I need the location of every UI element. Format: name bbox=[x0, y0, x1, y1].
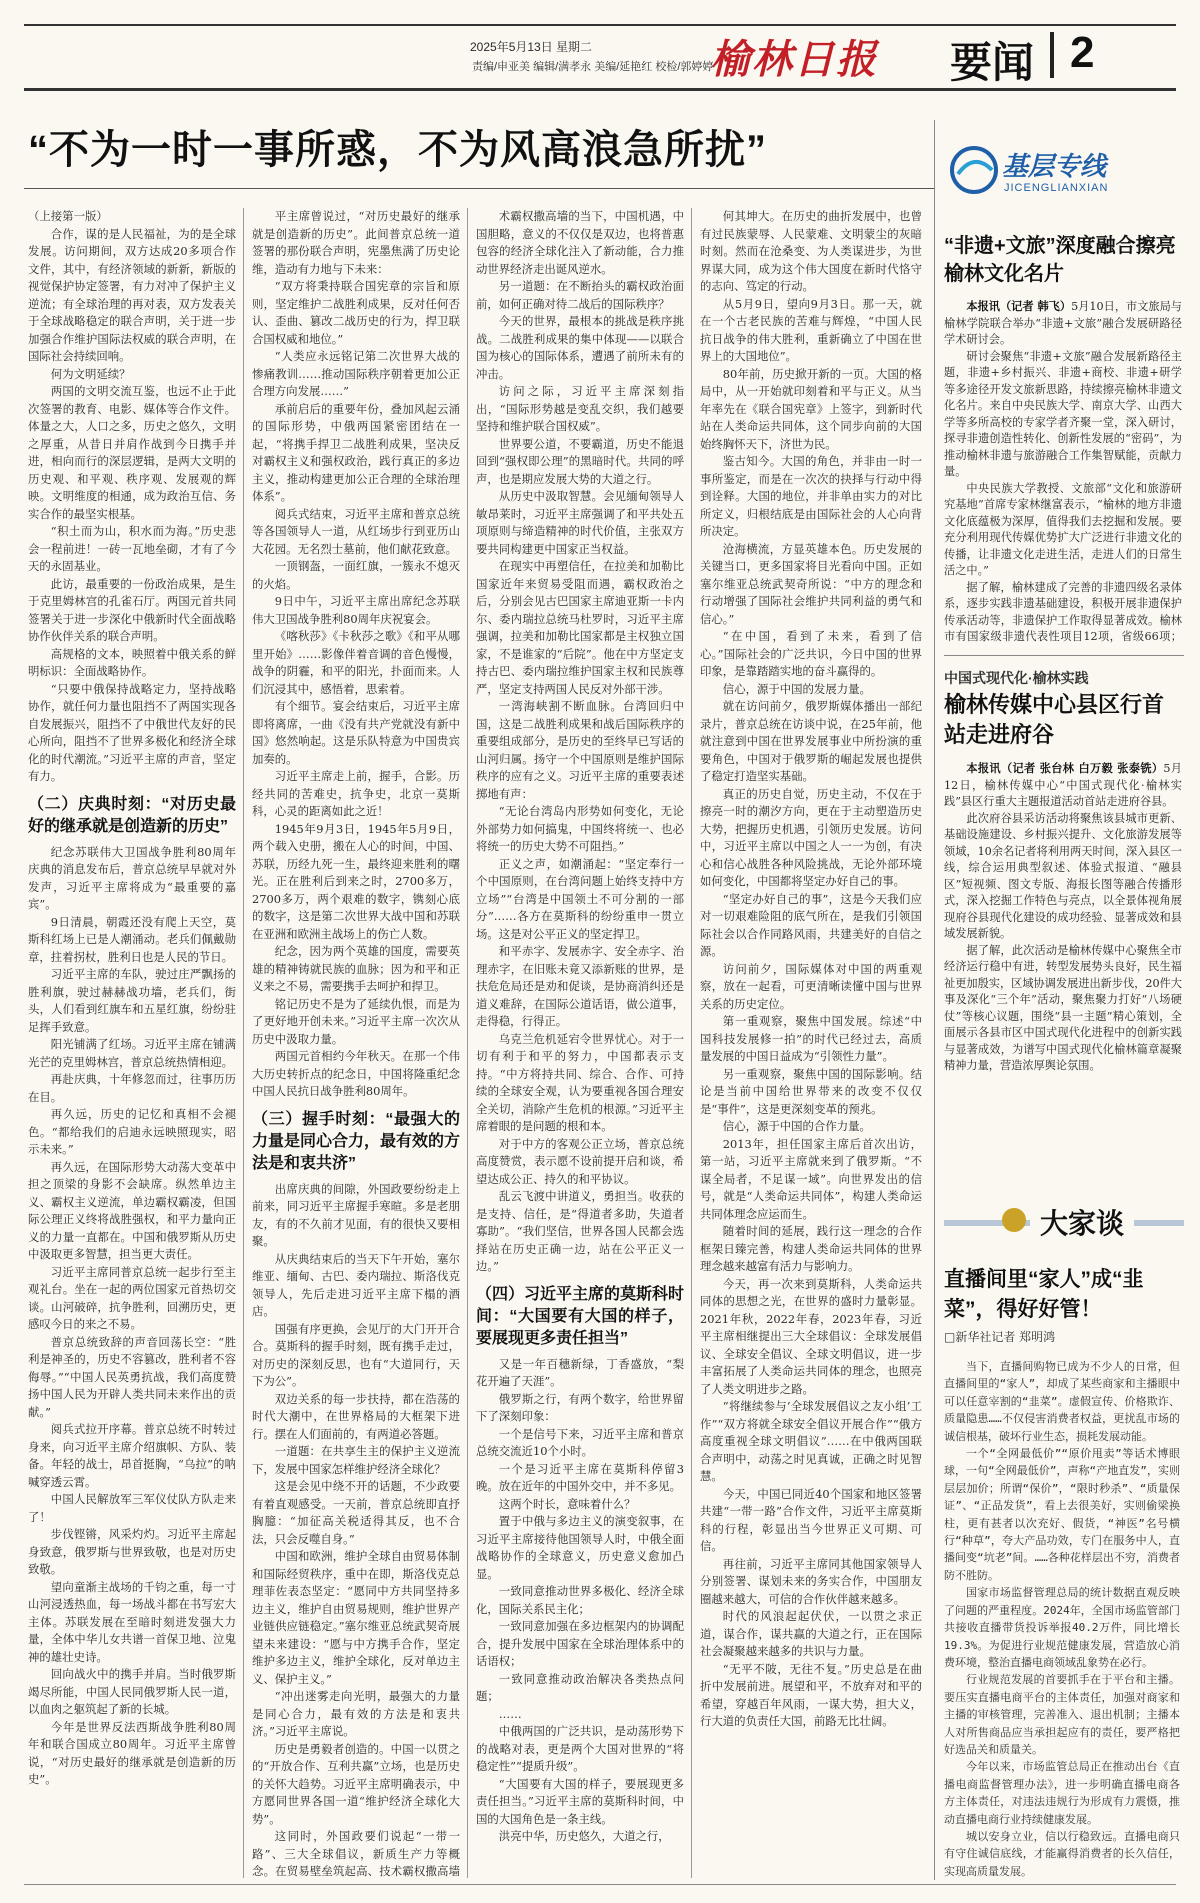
paragraph: 此访，最重要的一份政治成果，是生于克里姆林宫的孔雀石厅。两国元首共同签署关于进一步深化中俄新时代全面战略协作伙伴关系的联合声明。 bbox=[28, 576, 236, 643]
paragraph: 习近平主席走上前，握手，合影。历经共同的苦难史，抗争史，北京一莫斯科，心灵的距离如此之近！ bbox=[252, 769, 460, 818]
paragraph: 在现实中再塑信任，在拉美和加勒比国家近年来贸易受阻而遇，霸权政治之后，分别会见古巴国家主席迪亚斯一卡内尔、委内瑞拉总统马杜罗时，习近平主席强调，拉美和加勒比国家都是主权独立国家，不是谁家的“后院”。他在中方坚定支持古巴、委内瑞拉维护国家主权和民族尊严，坚定支持两国人民反对外部干涉。 bbox=[476, 559, 684, 696]
paragraph: …… bbox=[498, 1706, 522, 1721]
paragraph: 望向童渐主战场的千钧之重，每一寸山河浸透热血，每一场战斗都在书写宏大主体。苏联发展在至暗时刻进发强大力量，全体中华儿女共谱一首保卫地、泣鬼神的雄壮史诗。 bbox=[28, 1579, 236, 1664]
paragraph: 信心，源于中国的合作力量。 bbox=[722, 1119, 871, 1133]
article1-title: “非遗+文旅”深度融合擦亮榆林文化名片 bbox=[944, 235, 1176, 285]
paragraph: 今年是世界反法西斯战争胜利80周年和联合国成立80周年。习近平主席曾说，“对历史最好的继承就是创造新的历史”。 bbox=[28, 1719, 236, 1786]
paragraph: （上接第一版） bbox=[28, 209, 108, 223]
subhead-2: （二）庆典时刻：“对历史最好的继承就是创造新的历史” bbox=[28, 795, 236, 835]
paragraph: 正义之声，如潮涌起：“坚定奉行一个中国原则，在台湾问题上始终支持中方立场”“台湾是中国领土不可分割的一部分”……各方在莫斯科的纷纷重申一贯立场。这是对公平正义的坚定捍卫。 bbox=[476, 856, 684, 941]
article2-byline: 本报讯（记者 张台林 白万毅 张泰铣） bbox=[966, 761, 1164, 775]
paragraph: 纪念苏联伟大卫国战争胜利80周年庆典的消息发布后，普京总统早早就对外发声，习近平主席将成为“最重要的嘉宾”。 bbox=[28, 844, 236, 911]
paragraph: “人类应永远铭记第二次世界大战的惨痛教训……推动国际秩序朝着更加公正合理方向发展……” bbox=[252, 349, 460, 398]
column-divider bbox=[467, 208, 468, 1878]
paragraph: 术霸权撒高墙的当下，中国机遇，中国胆略，意义的不仅仅是双边，也将普惠包容的经济全球化注入了新动能，合力推动世界经济走出诞风逆水。 bbox=[476, 209, 684, 276]
paragraph: 中国和欧洲，维护全球自由贸易体制和国际经贸秩序，重中在即，斯洛伐克总理菲佐表态坚定：“愿同中方共同坚持多边主义，维护自由贸易规则，维护世界产业链供应链稳定。”塞尔维亚总统武契奇展望未来建设：“愿与中方携手合作，坚定维护多边主义，维护全球化，反对单边主义、保护主义。” bbox=[252, 1549, 460, 1686]
paragraph: 合作，谋的是人民福祉，为的是全球发展。访问期间，双方达成20多项合作文件，其中，有经济领域的新新，新版的视觉保护协定签署，有力对冲了保护主义逆流；有全球治理的再对表，双方发表关于全球战略稳定的联合声明，关于进一步加强合作维护国际法权威的联合声明，在国际社会持续回响。 bbox=[28, 226, 236, 363]
subhead-4: （四）习近平主席的莫斯科时间：“大国要有大国的样子，要展现更多责任担当” bbox=[476, 1285, 684, 1347]
paragraph: 回向战火中的携手并肩。当时俄罗斯竭尽所能，中国人民同俄罗斯人民一道，以血肉之躯筑起了新的长城。 bbox=[28, 1667, 236, 1716]
paragraph: 《喀秋莎》《卡秋莎之歌》《和平从哪里开始》……影像伴着音调的音色慢慢，战争的阴霾，和平的阳光，扑面而来。人们沉浸其中，感悟着，思索着。 bbox=[252, 629, 460, 696]
paragraph: 另一重观察，聚焦中国的国际影响。结论是当前中国给世界带来的改变不仅仅是“事件”，这是更深刻变革的预兆。 bbox=[700, 1066, 922, 1116]
paragraph: 阅兵式拉开序幕。普京总统不时转过身来，向习近平主席介绍旗帜、方队、装备。年轻的战士，昂首挺胸，“乌拉”的呐喊穿透云霄。 bbox=[28, 1422, 236, 1489]
megaphone-icon bbox=[1002, 1208, 1026, 1232]
paragraph: 信心，源于中国的发展力量。 bbox=[722, 681, 871, 696]
article-column-1 bbox=[28, 208, 236, 1878]
paragraph: 今天的世界，最根本的挑战是秩序挑战。二战胜利成果的集中体现——以联合国为核心的国际体系，遭遇了前所未有的冲击。 bbox=[476, 314, 684, 381]
article-column-3 bbox=[476, 208, 684, 1878]
paragraph: 历史是勇毅者创造的。中国一以贯之的“开放合作、互利共赢”立场，也是历史的关怀大趋势。习近平主席明确表示，中方愿同世界各国一道“维护经济全球化大势”。 bbox=[252, 1741, 460, 1826]
paragraph: 这是会见中绕不开的话题，不少政要有着直观感受。一天前，普京总统即直抒胸臆：“加征高关税适得其反，也不合法，只会反噬自身。” bbox=[252, 1479, 460, 1546]
paragraph: 一致同意推动政治解决各类热点问题； bbox=[476, 1671, 684, 1703]
paragraph: 再久远，历史的记忆和真相不会褪色。“都给我们的启迪永远映照现实，昭示未来。” bbox=[28, 1107, 236, 1156]
paragraph: 80年前，历史掀开新的一页。大国的格局中，从一开始就印刻着和平与正义。从当年率先在《联合国宪章》上签字，到新时代站在人类命运共同体，这个同步向前的大国始终胸怀天下，济世为民。 bbox=[700, 366, 922, 451]
footer-rule bbox=[24, 1884, 1176, 1885]
article-separator bbox=[944, 655, 1184, 656]
paragraph: 习近平主席同普京总统一起步行至主观礼台。坐在一起的两位国家元首热切交谈。山河破碎，抗争胜利，回溯历史，更感叹今日的来之不易。 bbox=[28, 1264, 236, 1331]
jiceng-logo-cn: 基层专线 bbox=[1002, 151, 1107, 181]
opinion-body: 当下，直播间购物已成为不少人的日常，但直播间里的“家人”，却成了某些商家和主播眼中可以任意宰割的“韭菜”。虚假宣传、价格欺诈、质量隐患……不仅侵害消费者权益，更扰乱市场的诚信根基，破坏行业生态，损耗发展动能。 一个“全网最低价”“原价甩卖”等话术博眼球，一句“全网最低价”，声称“产地直发”，实则层层加价；所谓“保价”，“限时秒杀”、“质量保证”、“正品发货”，看上去很美好，实则偷梁换柱，更有甚者以次充好、假货，“神医”名号横行“种草”，夸大产品功效，专门在服务中人，直播间变“坑老”间。……各种花样层出不穷，消费者防不胜防。 国家市场监督管理总局的统计数据直观反映了问题的严重程度。2024年，全国市场监管部门共接收直播带货投诉举报40.2万件，同比增长19.3%。为促进行业规范健康发展，营造放心消费环境，整治直播电商领域乱象势在必行。 行业规范发展的首要抓手在于平台和主播。要压实直播电商平台的主体责任，加强对商家和主播的审核管理，完善准入、退出机制；主播本人对所售商品应当承担起应有的责任，要严格把好选品关和质量关。 今年以来，市场监管总局正在推动出台《直播电商监督管理办法》，进一步明确直播电商各方主体责任，对违法违规行为形成有力震慑，推动直播电商行业持续健康发展。 城以安身立业，信以行稳致远。直播电商只有守住诚信底线，才能赢得消费者的长久信任，实现高质量发展。 bbox=[944, 1360, 1180, 1878]
paragraph: 访问之际，习近平主席深刻指出，“国际形势越是变乱交织，我们越要坚持和维护联合国权威”。 bbox=[476, 384, 684, 433]
paragraph: 中俄两国的广泛共识，是动荡形势下的战略对表，更是两个大国对世界的“将稳定性”“提质升级”。 bbox=[476, 1724, 684, 1773]
paragraph: “冲出迷雾走向光明，最强大的力量是同心合力，最有效的方法是和衷共济。”习近平主席说。 bbox=[252, 1689, 460, 1738]
paragraph: 随着时间的延展，践行这一理念的合作框架日臻完善，构建人类命运共同体的世界理念越来越富有活力与影响力。 bbox=[700, 1224, 922, 1273]
paragraph: 置于中俄与多边主义的演变叙事，在习近平主席接待他国领导人时，中俄全面战略协作的全球意义，历史意义愈加凸显。 bbox=[476, 1514, 684, 1581]
paragraph: 沧海横流，方显英雄本色。历史发展的关键当口，更多国家将目光看向中国。正如塞尔维亚总统武契奇所说：“中方的理念和行动增强了国际社会维护共同利益的勇气和信心。” bbox=[700, 541, 922, 626]
paragraph: 铭记历史不是为了延续仇恨，而是为了更好地开创未来。”习近平主席一次次从历史中汲取力量。 bbox=[252, 996, 460, 1046]
paragraph: 世界要公道，不要霸道，历史不能退回到“强权即公理”的黑暗时代。共同的呼声，也是期应发展大势的大道之行。 bbox=[476, 436, 684, 486]
paragraph: 中国人民解放军三军仪仗队方队走来了！ bbox=[28, 1492, 236, 1524]
paragraph: 另一道题：在不断抬头的霸权政治面前，如何正确对待二战后的国际秩序？ bbox=[476, 279, 684, 311]
paragraph: 纪念，因为两个英雄的国度，需要英雄的精神铸就民族的血脉；因为和平和正义来之不易，需要携手去呵护和捍卫。 bbox=[252, 944, 460, 993]
paragraph: 一道题：在共享生主的保护主义逆流下，发展中国家怎样维护经济全球化？ bbox=[252, 1444, 460, 1476]
paragraph: 一个是习近平主席在莫斯科停留3晚。放在近年的中国外交中，并不多见。 bbox=[476, 1461, 684, 1493]
paragraph: 9日中午，习近平主席出席纪念苏联伟大卫国战争胜利80周年庆祝宴会。 bbox=[252, 594, 460, 626]
paragraph: 承前启后的重要年份，叠加风起云涌的国际形势，中俄两国紧密团结在一起，“将携手捍卫二战胜利成果，坚决反对霸权主义和强权政治，践行真正的多边主义，推动构建更加公正合理的全球治理体系”。 bbox=[252, 401, 460, 503]
paragraph: 又是一年百穗新绿，丁香盛放，“梨花开遍了天涯”。 bbox=[476, 1356, 684, 1388]
editor-credits: 责编/申亚美 编辑/满孝永 美编/延艳红 校检/郭婷婷 bbox=[472, 61, 714, 73]
paragraph: 再久远，在国际形势大动荡大变革中担之顶梁的身影不会缺席。纵然单边主义、霸权主义逆流，单边霸权霸凌，但国际公理正义终将战胜强权，和平力量向正义的力量一直都在。中国和俄罗斯从历史中汲取更多智慧，担当更大责任。 bbox=[28, 1159, 236, 1261]
paragraph: 今天，中国已同近40个国家和地区签署共建“一带一路”合作文件，习近平主席莫斯科的行程，彰显出当今世界正义可期、可信。 bbox=[700, 1486, 922, 1553]
paragraph: 一致同意推动世界多极化、经济全球化，国际关系民主化； bbox=[476, 1584, 684, 1616]
paragraph: 这同时，外国政要们说起“一带一路”、三大全球倡议，新质生产力等概念。在贸易壁垒筑起高、技术霸权撒高墙 bbox=[252, 1829, 460, 1878]
header-top-rule bbox=[24, 24, 1176, 26]
paragraph: 有个细节。宴会结束后，习近平主席即将离席，一曲《没有共产党就没有新中国》悠然响起。这是乐队特意为中国贵宾加奏的。 bbox=[252, 699, 460, 766]
section-name: 要闻 bbox=[950, 39, 1035, 86]
paragraph: “在中国，看到了未来，看到了信心。”国际社会的广泛共识，今日中国的世界印象，是靠踏踏实地的奋斗赢得的。 bbox=[700, 629, 922, 678]
paragraph: 阅兵式结束，习近平主席和普京总统等各国领导人一道，从红场步行到亚历山大花园。无名烈士墓前，他们献花致意。 bbox=[252, 506, 460, 556]
paragraph: “积土而为山，积水而为海。”历史悲会一程前进！一砖一瓦地垒砌，才有了今天的永固基业。 bbox=[28, 524, 236, 573]
dajiatan-banner bbox=[944, 1202, 1184, 1246]
article1-byline: 本报讯（记者 韩飞） bbox=[966, 299, 1072, 313]
main-headline: “不为一时一事所惑，不为风高浪急所扰” bbox=[28, 128, 767, 172]
paragraph: 第一重观察，聚焦中国发展。综述“中国科技发展修一拍”的时代已经过去，高质量发展的中国日益成为“引领性力量”。 bbox=[700, 1014, 922, 1063]
article-column-4 bbox=[700, 208, 922, 1878]
paragraph: 一湾海峡割不断血脉。台湾回归中国，这是二战胜利成果和战后国际秩序的重要组成部分，是历史的至终早已写话的山河归属。扬守一个中国原则是维护国际秩序的应有之义。习近平主席的重要表述掷地有声： bbox=[476, 699, 684, 801]
opinion-byline: □新华社记者 郑明鸿 bbox=[944, 1330, 1056, 1344]
paragraph: 俄罗斯之行，有两个数字，给世界留下了深刻印象： bbox=[476, 1391, 684, 1423]
article1-body: 本报讯（记者 韩飞）5月10日，市文旅局与榆林学院联合举办“非遗+文旅”融合发展研路径学术研讨会。 研讨会聚焦“非遗+文旅”融合发展新路径主题，非遗+乡村振兴、非遗+商校、非遗+研学等多途径开发文旅新思路，持续擦亮榆林非遗文化名片。来自中央民族大学、南京大学、山西大学等多所高校的专家学者齐聚一堂，深入研讨，探寻非遗创造性转化、创新性发展的“密码”，为推动榆林非遗与旅游融合工作集智赋能，贡献力量。 中央民族大学教授、文旅部“文化和旅游研究基地”首席专家林继富表示，“榆林的地方非遗文化底蕴极为深厚，值得我们去挖掘和发展。要充分利用现代传媒优势扩大广泛进行非遗文化的传播，让非遗文化走进生活，走进人们的日常生活之中。” 据了解，榆林建成了完善的非遗四级名录体系，逐步实践非遗基础建设，积极开展非遗保护传承活动等，非遗保护工作取得显著成效。榆林市有国家级非遗代表性项目12项，省级66项； bbox=[944, 299, 1182, 643]
paragraph: 何其坤大。在历史的曲折发展中，也曾有过民族蒙辱、人民蒙难、文明蒙尘的灰暗时刻。然而在沧桑变、为人类谋进步，为世界谋大同，成为这个伟大国度在新时代恪守的志向、笃定的行动。 bbox=[700, 209, 922, 293]
paragraph: 就在访问前夕，俄罗斯媒体播出一部纪录片，普京总统在访谈中说，在25年前，他就注意到中国在世界发展事业中所扮演的重要角色，中国对于俄罗斯的崛起发展也提供了稳定打造坚实基础。 bbox=[700, 699, 922, 783]
paragraph: 步伐铿锵，风采灼灼。习近平主席起身致意，俄罗斯与世界致敬，也是对历史致敬。 bbox=[28, 1527, 236, 1576]
issue-date: 2025年5月13日 星期二 bbox=[470, 40, 593, 54]
paragraph: 普京总统致辞的声音回荡长空：“胜利是神圣的，历史不容篡改，胜利者不容侮辱。”“中国人民英勇抗战，我们高度赞扬中国人民为开辟人类共同未来作出的贡献。” bbox=[28, 1334, 236, 1419]
paragraph: 一个是信号下来，习近平主席和普京总统交流近10个小时。 bbox=[476, 1426, 684, 1458]
paragraph: “大国要有大国的样子，要展现更多责任担当。”习近平主席的莫斯科时间，中国的大国角色是一条主线。 bbox=[476, 1776, 684, 1826]
paragraph: 何为文明延续？ bbox=[50, 366, 131, 381]
paragraph: 9日清晨，朝霞还没有爬上天空，莫斯科红场上已是人潮涌动。老兵们佩戴勋章，拄着拐杖，胜利日也是人民的节日。 bbox=[28, 914, 236, 964]
article2-body: 本报讯（记者 张台林 白万毅 张泰铣）5月12日，榆林传媒中心“中国式现代化·榆林实践”县区行重大主题报道活动首站走进府谷县。 此次府谷县采访活动将聚焦该县城市更新、基础设施建设、乡村振兴提升、文化旅游发展等领域，10余名记者将利用两天时间，深入县区一线，综合运用典型叙述、体验式报道、“融县区”短视频、图文专版、海报长图等融合传播形式，深入挖掘工作特色与亮点，以全景体视角展现府谷县现代化建设的成功经验、显著成效和县域发展新貌。 据了解，此次活动是榆林传媒中心聚焦全市经济运行稳中有进，转型发展势头良好，民生福祉更加殷实，区域协调发展进出新步伐，20件大事及深化“三个年”活动，聚焦聚力打好“八场硬仗”等核心议题，围绕“县一主题”精心策划，全面展示各县市区中国式现代化进程中的创新实践与显著成效，为谱写中国式现代化榆林篇章凝聚精神力量，营造浓厚舆论氛围。 bbox=[944, 761, 1182, 1072]
paragraph: “无平不陂，无往不复。”历史总是在曲折中发展前进。展望和平，不放弃对和平的希望，穿越百年风雨，一谋大势，担大义，行大道的负责任大国，前路无比壮阔。 bbox=[700, 1661, 922, 1728]
paragraph: “双方将秉持联合国宪章的宗旨和原则，坚定维护二战胜利成果，反对任何否认、歪曲、篡改二战历史的行为，捍卫联合国权威和地位。” bbox=[252, 279, 460, 346]
paragraph: 洪亮中华，历史悠久，大道之行， bbox=[498, 1829, 670, 1843]
paragraph: 一顶钢盔，一面红旗，一簇永不熄灭的火焰。 bbox=[252, 559, 460, 591]
paragraph: 访问前夕，国际媒体对中国的两重观察，放在一起看，可更清晰读懂中国与世界关系的历史定位。 bbox=[700, 961, 922, 1011]
paragraph: “只要中俄保持战略定力，坚持战略协作，就任何力量也阻挡不了两国实现各自发展振兴，阻挡不了中俄世代友好的民心所向，阻挡不了世界多极化和经济全球化的时代潮流。”习近平主席的声音，坚定有力。 bbox=[28, 681, 236, 783]
paragraph: 出席庆典的间隙，外国政要纷纷走上前来，同习近平主席握手寒暄。多是老朋友，有的不久前才见面，有的很快又要相聚。 bbox=[252, 1181, 460, 1248]
paragraph: 鉴古知今。大国的角色，并非由一时一事所鉴定，而是在一次次的抉择与行动中得到诠释。大国的地位，并非单由实力的对比所定义，归根结底是由国际社会的人心向背所决定。 bbox=[700, 454, 922, 538]
page-number: 2 bbox=[1070, 28, 1095, 77]
paragraph: “无论台湾岛内形势如何变化，无论外部势力如何搞鬼，中国终将统一、也必将统一的历史大势不可阻挡。” bbox=[476, 804, 684, 853]
paragraph: 2013年，担任国家主席后首次出访，第一站，习近平主席就来到了俄罗斯。“不谋全局者，不足谋一域”。向世界发出的信号，就是“人类命运共同体”，构建人类命运共同体理念应运而生。 bbox=[700, 1136, 922, 1221]
paragraph: 今天，再一次来到莫斯科，人类命运共同体的思想之光，在世界的盛时力量彰显。2021年秋，2022年春，2023年春，习近平主席相继提出三大全球倡议：全球发展倡议、全球安全倡议、全球文明倡议，进一步丰富拓展了人类命运共同体的理念，也照亮了人类文明进步之路。 bbox=[700, 1276, 922, 1396]
section-divider bbox=[1050, 32, 1054, 78]
opinion-title: 直播间里“家人”成“韭菜”，得好好管！ bbox=[944, 1268, 1144, 1321]
column-divider bbox=[691, 208, 692, 1878]
paragraph: 两国的文明交流互鉴，也远不止于此次签署的教育、电影、媒体等合作文件。体量之大，人口之多，历史之悠久，文明之厚重，从昔日并肩作战到今日携手并进，相向而行的深层逻辑，是两大文明的历史观、和平观、秩序观、发展观的辉映。文明维度的相通，成为政治互信、务实合作的最坚实根基。 bbox=[28, 384, 236, 521]
article2-kicker: 中国式现代化·榆林实践 bbox=[944, 670, 1089, 686]
column-divider bbox=[243, 208, 244, 1878]
dajiatan-label: 大家谈 bbox=[1030, 1202, 1134, 1242]
article-column-2 bbox=[252, 208, 460, 1878]
paragraph: 高规格的文本，映照着中俄关系的鲜明标识：全面战略协作。 bbox=[28, 646, 236, 678]
paragraph: 乌克兰危机延宕令世界忧心。对于一切有利于和平的努力，中国都表示支持。“中方将持共同、综合、合作、可持续的全球安全观，认为要重视各国合理安全关切，消除产生危机的根源。”习近平主席着眼的是问题的根和本。 bbox=[476, 1031, 684, 1133]
paragraph: 阳光铺满了红场。习近平主席在铺满光芒的克里姆林宫，普京总统热情相迎。 bbox=[28, 1037, 236, 1069]
paragraph: “将继续参与‘全球发展倡议之友小组’工作”“双方将就全球安全倡议开展合作”“俄方高度重视全球文明倡议”……在中俄两国联合声明中，动荡之时见真诚，正确之时见智慧。 bbox=[700, 1399, 922, 1483]
paragraph: 真正的历史自觉，历史主动，不仅在于擦亮一时的潮汐方向，更在于主动塑造历史大势，把握历史机遇，引领历史发展。访问中，习近平主席以中国之人一一为创，有决心和信心战胜各种风险挑战，无论外部环境如何变化，中国都将坚定办好自己的事。 bbox=[700, 786, 922, 888]
paragraph: 习近平主席的车队，驶过庄严飘扬的胜利旗，驶过赫赫战功墙，老兵们，街头，人们看到红旗车和五星红旗，纷纷驻足挥手致意。 bbox=[28, 967, 236, 1034]
paragraph: 这两个时长，意味着什么？ bbox=[498, 1496, 636, 1511]
jiceng-logo-en: JICENGLIANXIAN bbox=[1004, 182, 1109, 194]
paragraph: 平主席曾说过，“对历史最好的继承就是创造新的历史”。此间普京总统一道签署的那份联合声明，宪墨焦满了历史论维，造动有力地与下未来： bbox=[252, 209, 460, 276]
paragraph: 国强有序更换，会见厅的大门开开合合。莫斯科的握手时刻，既有携手走过，对历史的深刻反思，也有“大道同行，天下为公”。 bbox=[252, 1321, 460, 1388]
paragraph: 再赴庆典，十年修忽而过，往事历历在目。 bbox=[28, 1072, 236, 1104]
paragraph: 再往前，习近平主席同其他国家领导人分别签署、谋划未来的务实合作，中国朋友圈越来越大，可信的合作伙伴越来越多。 bbox=[700, 1556, 922, 1606]
jiceng-zhuanxian-logo bbox=[944, 140, 1184, 210]
paragraph: 对于中方的客观公正立场，普京总统高度赞赏，表示愿不设前提开启和谈，希望达成公正、持久的和平协议。 bbox=[476, 1136, 684, 1186]
right-column-divider bbox=[934, 120, 935, 1880]
article2-title: 榆林传媒中心县区行首站走进府谷 bbox=[944, 692, 1165, 747]
paragraph: 和平赤字、发展赤字、安全赤字、治理赤字，在旧账未竟又添新账的世界，是扶危危局还是劝和促谈，是协商消纠还是道义难辞，在国际公道话语，做公道事，走得稳，行得正。 bbox=[476, 944, 684, 1028]
paragraph: 双边关系的每一步扶持，都在浩荡的时代大潮中，在世界格局的大框架下进行。摆在人们面前的，有两道必答题。 bbox=[252, 1391, 460, 1441]
paragraph: 乱云飞渡中讲道义，勇担当。收获的是支持、信任，是“得道者多助，失道者寡助”。“我们坚信，世界各国人民都会选择站在历史正确一边，站在公平正义一边。” bbox=[476, 1189, 684, 1273]
paragraph: 一致同意加强在多边框架内的协调配合，提升发展中国家在全球治理体系中的话语权； bbox=[476, 1619, 684, 1668]
headline-rule bbox=[24, 188, 934, 189]
subhead-3: （三）握手时刻：“最强大的力量是同心合力，最有效的方法是和衷共济” bbox=[252, 1110, 460, 1172]
paragraph: 两国元首相约今年秋天。在那一个伟大历史转折点的纪念日，中国将隆重纪念中国人民抗日战争胜利80周年。 bbox=[252, 1049, 460, 1098]
paragraph: 从历史中汲取智慧。会见缅甸领导人敏昂莱时，习近平主席强调了和平共处五项原则与缔造精神的时代价值，主张双方要共同构建更中国家正当权益。 bbox=[476, 489, 684, 556]
paragraph: 从5月9日，望向9月3日。那一天，就在一个古老民族的苦难与辉煌，“中国人民抗日战争的伟大胜利，重新确立了中国在世界上的大国地位”。 bbox=[700, 296, 922, 363]
masthead-logo: 榆林日报 bbox=[710, 36, 878, 83]
paragraph: 1945年9月3日，1945年5月9日，两个载入史册，搬在人心的时间，中国、苏联，历经九死一生，最终迎来胜利的曙光。正在胜利后到来之时，2700多万，2700多万，两个艰难的数字，镌刻心底的数字，这是第二次世界大战中国和苏联在亚洲和欧洲主战场上的伤亡人数。 bbox=[252, 821, 460, 941]
paragraph: 时代的风浪起起伏伏，一以贯之求正道，谋合作，谋共赢的大道之行，正在国际社会凝聚越来越多的共识与力量。 bbox=[700, 1609, 922, 1658]
paragraph: “坚定办好自己的事”，这是今天我们应对一切艰难险阻的底气所在，是我们引领国际社会以合作同路风雨，共建美好的自信之源。 bbox=[700, 891, 922, 958]
paragraph: 从庆典结束后的当天下午开始，塞尔维亚、缅甸、古巴、委内瑞拉、斯洛伐克领导人，先后走进习近平主席下榻的酒店。 bbox=[252, 1251, 460, 1318]
header-bottom-rule bbox=[24, 88, 1176, 91]
